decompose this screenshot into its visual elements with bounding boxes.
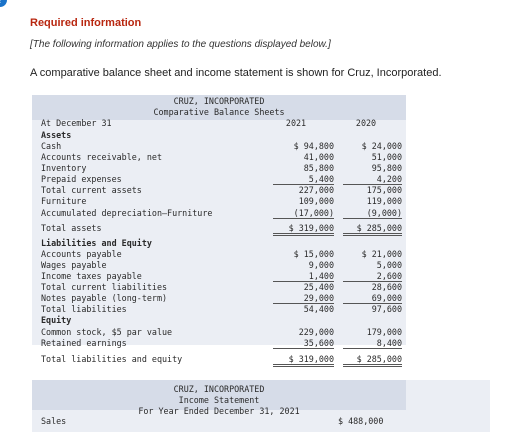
balance-sheet-row (41, 223, 401, 234)
balance-sheet-row (41, 174, 401, 185)
income-period: For Year Ended December 31, 2021 (138, 406, 300, 416)
value-2021: 229,000 (298, 327, 334, 337)
row-label: Accounts receivable, net (41, 152, 163, 162)
value-2020: (9,000) (343, 208, 402, 219)
value-2020: $ 24,000 (361, 141, 402, 151)
row-label: Cash (41, 141, 62, 151)
row-label: Liabilities and Equity (41, 238, 152, 248)
balance-sheet-row (41, 185, 401, 196)
value-2020: 95,800 (371, 163, 402, 173)
value-2021: 25,400 (303, 282, 334, 292)
balance-sheet-row (41, 141, 401, 152)
balance-sheet-row (41, 260, 401, 271)
balance-sheet-row (41, 315, 401, 326)
row-label: Wages payable (41, 260, 107, 270)
value-2021: 227,000 (298, 185, 334, 195)
column-year-2020: 2020 (355, 118, 377, 128)
balance-sheet-row (41, 338, 401, 349)
value-2021: 35,600 (273, 338, 334, 349)
row-label: Total liabilities (41, 304, 127, 314)
value-2021: 5,400 (273, 174, 334, 185)
value-2021: $ 319,000 (273, 223, 334, 236)
sales-label: Sales (41, 416, 67, 426)
balance-sheet-row (41, 293, 401, 304)
balance-sheet-row (41, 238, 401, 249)
value-2021: $ 94,800 (293, 141, 334, 151)
value-2020: 51,000 (371, 152, 402, 162)
row-label: Total liabilities and equity (41, 354, 183, 364)
value-2020: $ 285,000 (343, 223, 402, 236)
row-label: Retained earnings (41, 338, 127, 348)
balance-sheet-row (41, 271, 401, 282)
balance-sheet-row (41, 152, 401, 163)
row-label: Total current liabilities (41, 282, 168, 292)
row-label: Furniture (41, 196, 87, 206)
value-2020: $ 21,000 (361, 249, 402, 259)
statement-title: Comparative Balance Sheets (153, 107, 285, 117)
column-year-2021: 2021 (285, 118, 307, 128)
value-2020: 4,200 (343, 174, 402, 185)
balance-sheet-row (41, 354, 401, 365)
row-label: Total current assets (41, 185, 142, 195)
value-2021: (17,000) (273, 208, 334, 219)
income-company-name: CRUZ, INCORPORATED (173, 384, 265, 394)
value-2020: $ 285,000 (343, 354, 402, 367)
value-2020: 175,000 (366, 185, 402, 195)
value-2020: 28,600 (371, 282, 402, 292)
balance-sheet-row (41, 327, 401, 338)
balance-sheet-row (41, 130, 401, 141)
value-2021: 1,400 (273, 271, 334, 282)
value-2020: 2,600 (343, 271, 402, 282)
income-statement-extension (406, 380, 490, 432)
row-label: Total assets (41, 223, 102, 233)
sales-value: $ 488,000 (338, 416, 384, 426)
value-2020: 5,000 (376, 260, 402, 270)
value-2020: 8,400 (343, 338, 402, 349)
value-2021: $ 15,000 (293, 249, 334, 259)
value-2020: 97,600 (371, 304, 402, 314)
balance-sheet-row (41, 196, 401, 207)
company-name: CRUZ, INCORPORATED (173, 96, 265, 106)
row-label: Equity (41, 315, 72, 325)
value-2021: 41,000 (303, 152, 334, 162)
row-label: Income taxes payable (41, 271, 142, 281)
value-2021: 109,000 (298, 196, 334, 206)
balance-sheet-row (41, 304, 401, 315)
row-label: Notes payable (long-term) (41, 293, 168, 303)
row-label: Accumulated depreciation—Furniture (41, 208, 213, 218)
balance-sheet-table (32, 95, 406, 364)
row-label: Assets (41, 130, 72, 140)
instruction-note: [The following information applies to the questions displayed below.] (30, 39, 331, 50)
intro-text: A comparative balance sheet and income statement is shown for Cruz, Incorporated. (30, 67, 442, 79)
value-2021: 85,800 (303, 163, 334, 173)
value-2021: 54,400 (303, 304, 334, 314)
balance-sheet-row (41, 282, 401, 293)
value-2020: 69,000 (343, 293, 402, 304)
balance-sheet-row (41, 249, 401, 260)
value-2021: 29,000 (273, 293, 334, 304)
date-label: At December 31 (41, 118, 112, 128)
balance-sheet-row (41, 208, 401, 219)
info-icon (0, 0, 7, 7)
row-label: Common stock, $5 par value (41, 327, 173, 337)
value-2021: $ 319,000 (273, 354, 334, 367)
row-label: Inventory (41, 163, 87, 173)
value-2020: 119,000 (366, 196, 402, 206)
row-label: Prepaid expenses (41, 174, 122, 184)
value-2020: 179,000 (366, 327, 402, 337)
income-statement-title: Income Statement (178, 395, 260, 405)
row-label: Accounts payable (41, 249, 122, 259)
section-title: Required information (30, 17, 142, 29)
balance-sheet-row (41, 163, 401, 174)
value-2021: 9,000 (308, 260, 334, 270)
